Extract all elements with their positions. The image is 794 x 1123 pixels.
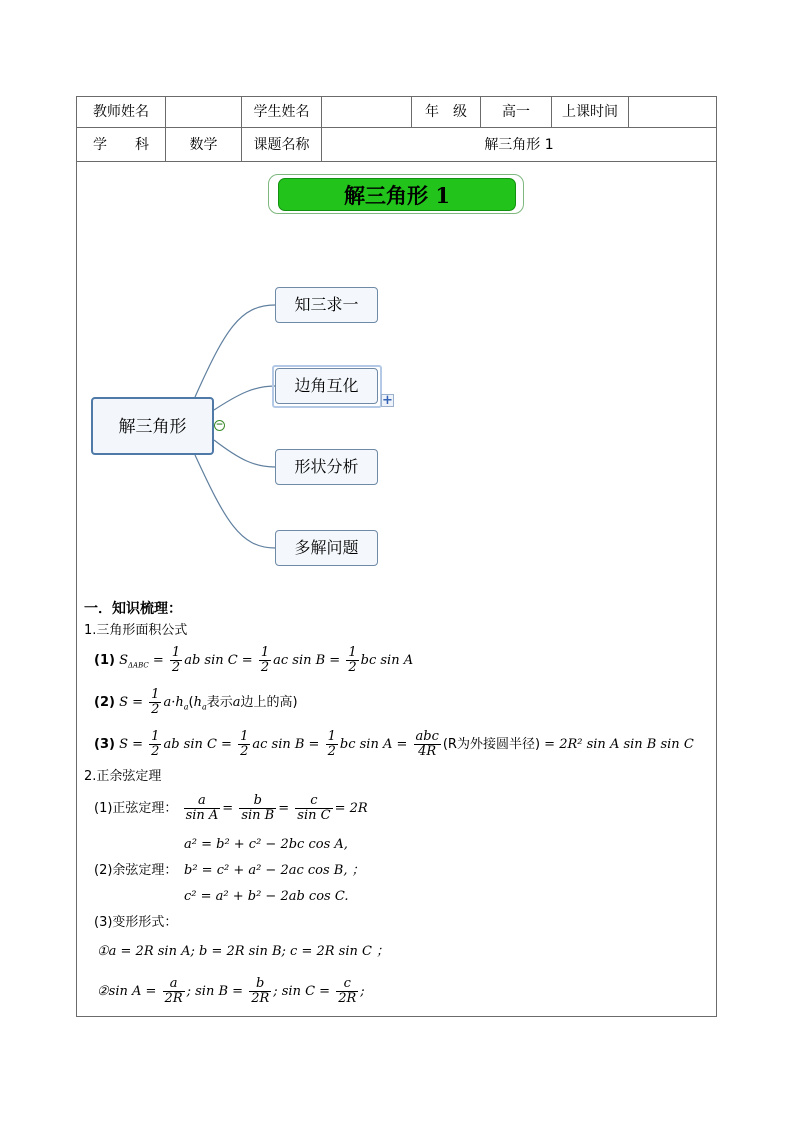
student-value[interactable] xyxy=(322,97,412,127)
variant-2: ②sin A = $\frac{a}{2R}$ ; sin B = $\frac{b}{2R}$ ; sin C = $\frac{c}{2R}$ ; xyxy=(97,976,365,1006)
subject-label: 学 科 xyxy=(77,128,166,161)
var2-end: ; xyxy=(360,984,365,999)
header-row-1 xyxy=(77,97,716,128)
course-value: 解三角形 1 xyxy=(484,137,554,153)
mindmap-node-3[interactable]: 形状分析 xyxy=(275,449,378,485)
variant-label: (3)变形形式： xyxy=(94,915,178,930)
time-label: 上课时间 xyxy=(552,97,629,127)
f2-note: 表示 xyxy=(206,695,233,710)
cosine-line-3: c² = a² + b² − 2ab cos C. xyxy=(184,889,349,904)
header-row-2 xyxy=(77,128,716,162)
cosine-line-2: b² = c² + a² − 2ac cos B, ； xyxy=(184,863,365,878)
area-formula-2: (2) S = $\frac{1}{2}$ $a\cdot h_a(h_a$表示a边上的高) xyxy=(94,687,298,717)
grade-value: 高一 xyxy=(481,97,552,127)
area-heading: 1.三角形面积公式 xyxy=(84,623,188,638)
sine-label: (1)正弦定理： xyxy=(94,801,178,816)
mindmap-node-2[interactable]: 边角互化 xyxy=(275,368,378,404)
section-heading: 一．知识梳理： xyxy=(84,601,182,617)
f1-label: (1) xyxy=(94,653,115,668)
teacher-value[interactable] xyxy=(166,97,242,127)
mindmap-node-4[interactable]: 多解问题 xyxy=(275,530,378,566)
variant-1: ①a = 2R sin A; b = 2R sin B; c = 2R sin C ； xyxy=(97,944,390,959)
collapse-icon[interactable]: − xyxy=(215,420,224,430)
f2-label: (2) xyxy=(94,695,115,710)
grade-label: 年 级 xyxy=(412,97,481,127)
subject-value: 数学 xyxy=(166,128,242,161)
area-formula-3: (3) S = $\frac{1}{2}$ ab sin C = $\frac{1}{2}$ ac sin B = $\frac{1}{2}$ bc sin A = $\frac{\text{abc}}{4R}$ (R为外接圆半径) = 2R² sin A sin B sin C xyxy=(94,729,694,759)
f3-note: (R为外接圆半径) xyxy=(442,737,541,752)
cosine-label: (2)余弦定理： xyxy=(94,863,178,878)
f2-note2: 边上的高) xyxy=(240,695,298,710)
f1-sub: ΔABC xyxy=(127,661,149,670)
page-title: 解三角形 1 xyxy=(278,178,516,211)
var2-mid1: ; sin B = xyxy=(186,984,244,999)
law-heading: 2.正余弦定理 xyxy=(84,769,162,784)
course-label: 课题名称 xyxy=(242,128,322,161)
mindmap-root-node[interactable]: 解三角形 xyxy=(91,397,214,455)
student-label: 学生姓名 xyxy=(242,97,322,127)
var2-mid2: ; sin C = xyxy=(273,984,331,999)
teacher-label: 教师姓名 xyxy=(77,97,166,127)
cosine-line-1: a² = b² + c² − 2bc cos A, xyxy=(184,837,348,852)
f3-label: (3) xyxy=(94,737,115,752)
expand-icon[interactable]: + xyxy=(382,393,393,408)
time-value[interactable] xyxy=(629,97,716,127)
sine-law: (1)正弦定理： $\frac{a}{\text{sin A}}$ = $\frac{b}{\text{sin B}}$ = $\frac{c}{\text{sin C}}$ = 2R xyxy=(94,793,368,823)
mindmap-node-1[interactable]: 知三求一 xyxy=(275,287,378,323)
var2-prefix: ②sin A = xyxy=(97,984,157,999)
area-formula-1: (1) $S_{\Delta ABC}$ = $\frac{1}{2}$ ab sin C = $\frac{1}{2}$ ac sin B = $\frac{1}{2}$ bc sin A xyxy=(94,645,414,675)
